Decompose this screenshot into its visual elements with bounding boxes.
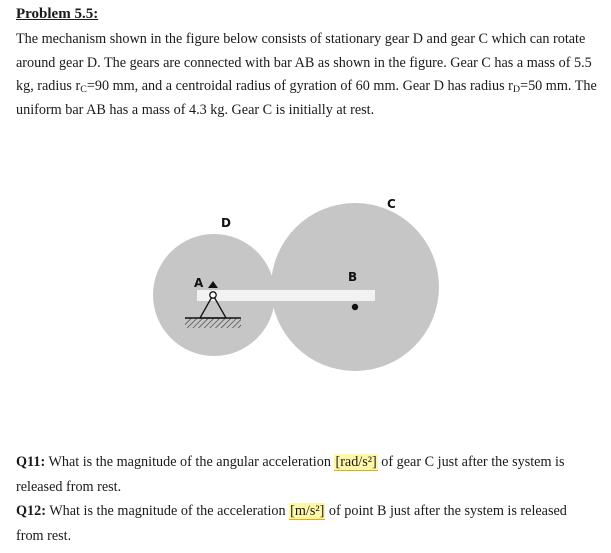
question-q12-text-after: of point B just after the system is released from rest. [16,503,567,544]
question-q12-id: Q12: [16,503,46,519]
point-b-dot [352,304,358,310]
rd-subscript: D [512,84,521,95]
bar-ab [197,290,375,301]
question-q11-unit: [rad/s²] [335,454,377,470]
ground-hatch [185,318,241,328]
rc-subscript: C [80,84,87,95]
description-part-1: The mechanism shown in the figure below consists of stationary gear D and gear C which can rotate around gear D. The gears are connected with bar AB as shown in the figure. Gear C has a mass of 5.5 kg, radius r [16,31,592,94]
question-q11-id: Q11: [16,454,46,470]
question-q12-text-before: What is the magnitude of the acceleration [45,503,290,519]
label-c: C [387,197,396,211]
question-q12 [16,499,596,549]
label-a: A [194,276,204,290]
question-q11-text-before: What is the magnitude of the angular acceleration [45,454,335,470]
question-q11 [16,450,596,500]
problem-title: Problem 5.5: [16,6,99,22]
label-b: B [348,270,358,284]
label-d: D [221,216,231,230]
question-q12-unit: [m/s²] [290,503,325,519]
description-part-2: =90 mm, and a centroidal radius of gyration of 60 mm. Gear D has radius r [86,78,513,94]
question-q11-text-after: of gear C just after the system is released from rest. [16,454,565,495]
gear-c [271,203,439,371]
pin-a [210,292,216,298]
description-part-3: =50 mm. The uniform bar AB has a mass of 4.3 kg. Gear C is initially at rest. [16,78,597,118]
